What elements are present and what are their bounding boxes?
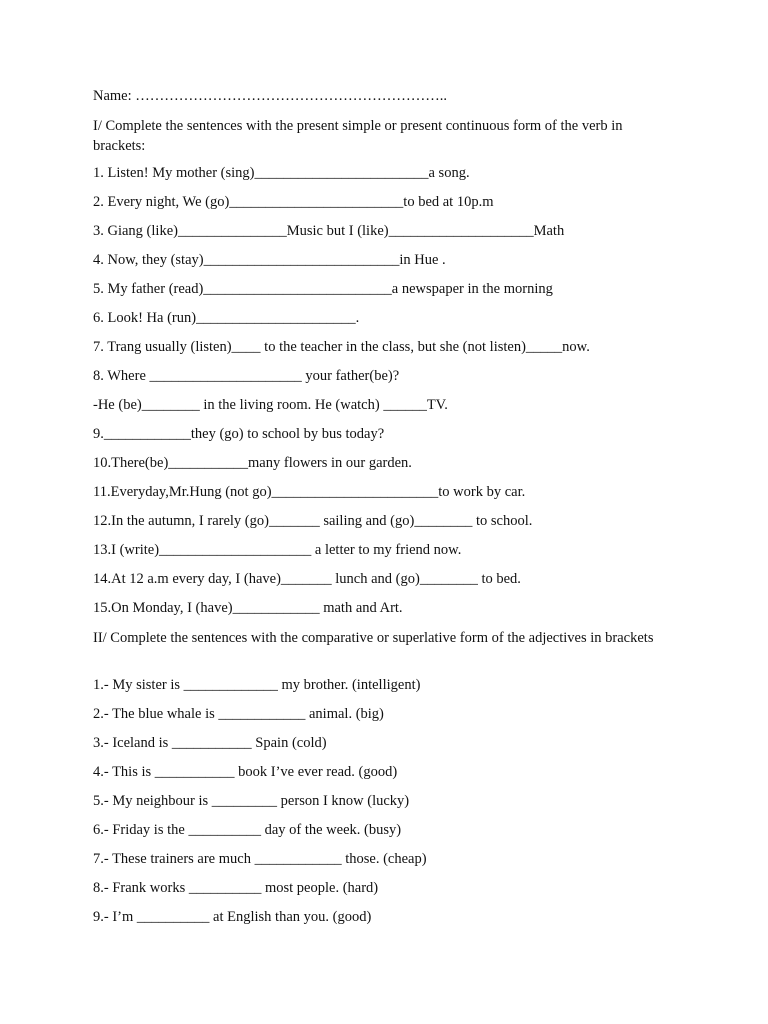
- exercise1-item: 9.____________they (go) to school by bus today?: [93, 426, 385, 442]
- exercise2-item: 6.- Friday is the __________ day of the week. (busy): [93, 822, 402, 838]
- exercise1-item: 8. Where _____________________ your father(be)?: [93, 368, 400, 384]
- exercise2-item: 2.- The blue whale is ____________ animal. (big): [93, 706, 384, 722]
- exercise2-item: 8.- Frank works __________ most people. (hard): [93, 880, 379, 896]
- exercise1-item: 11.Everyday,Mr.Hung (not go)_______________________to work by car.: [93, 484, 526, 500]
- exercise1-item: 7. Trang usually (listen)____ to the teacher in the class, but she (not listen)_____now.: [93, 339, 590, 355]
- exercise1-item: 3. Giang (like)_______________Music but I (like)____________________Math: [93, 223, 565, 239]
- exercise1-item: 4. Now, they (stay)___________________________in Hue .: [93, 252, 446, 268]
- exercise2-item: 5.- My neighbour is _________ person I know (lucky): [93, 793, 410, 809]
- exercise2-item: 7.- These trainers are much ____________ those. (cheap): [93, 851, 427, 867]
- exercise1-item: 1. Listen! My mother (sing)________________________a song.: [93, 165, 470, 181]
- section1-heading: I/ Complete the sentences with the present simple or present continuous form of the verb in brackets:: [93, 118, 623, 154]
- exercise1-item: 14.At 12 a.m every day, I (have)_______ lunch and (go)________ to bed.: [93, 571, 521, 587]
- exercise2-item: 3.- Iceland is ___________ Spain (cold): [93, 735, 327, 751]
- exercise1-item: 10.There(be)___________many flowers in our garden.: [93, 455, 412, 471]
- exercise2-item: 4.- This is ___________ book I’ve ever read. (good): [93, 764, 398, 780]
- exercise1-item: 15.On Monday, I (have)____________ math and Art.: [93, 600, 403, 616]
- exercise1-item: 6. Look! Ha (run)______________________.: [93, 310, 360, 326]
- exercise1-item: 2. Every night, We (go)________________________to bed at 10p.m: [93, 194, 494, 210]
- section2-heading: II/ Complete the sentences with the comparative or superlative form of the adjectives in brackets: [93, 630, 654, 646]
- exercise1-item: 13.I (write)_____________________ a letter to my friend now.: [93, 542, 462, 558]
- exercise1-item: 12.In the autumn, I rarely (go)_______ sailing and (go)________ to school.: [93, 513, 533, 529]
- exercise1-item: 5. My father (read)__________________________a newspaper in the morning: [93, 281, 553, 297]
- exercise2-item: 9.- I’m __________ at English than you. (good): [93, 909, 372, 925]
- exercise2-item: 1.- My sister is _____________ my brother. (intelligent): [93, 677, 421, 693]
- name-line: Name: ………………………………………………………..: [93, 88, 448, 104]
- exercise1-item: -He (be)________ in the living room. He (watch) ______TV.: [93, 397, 448, 413]
